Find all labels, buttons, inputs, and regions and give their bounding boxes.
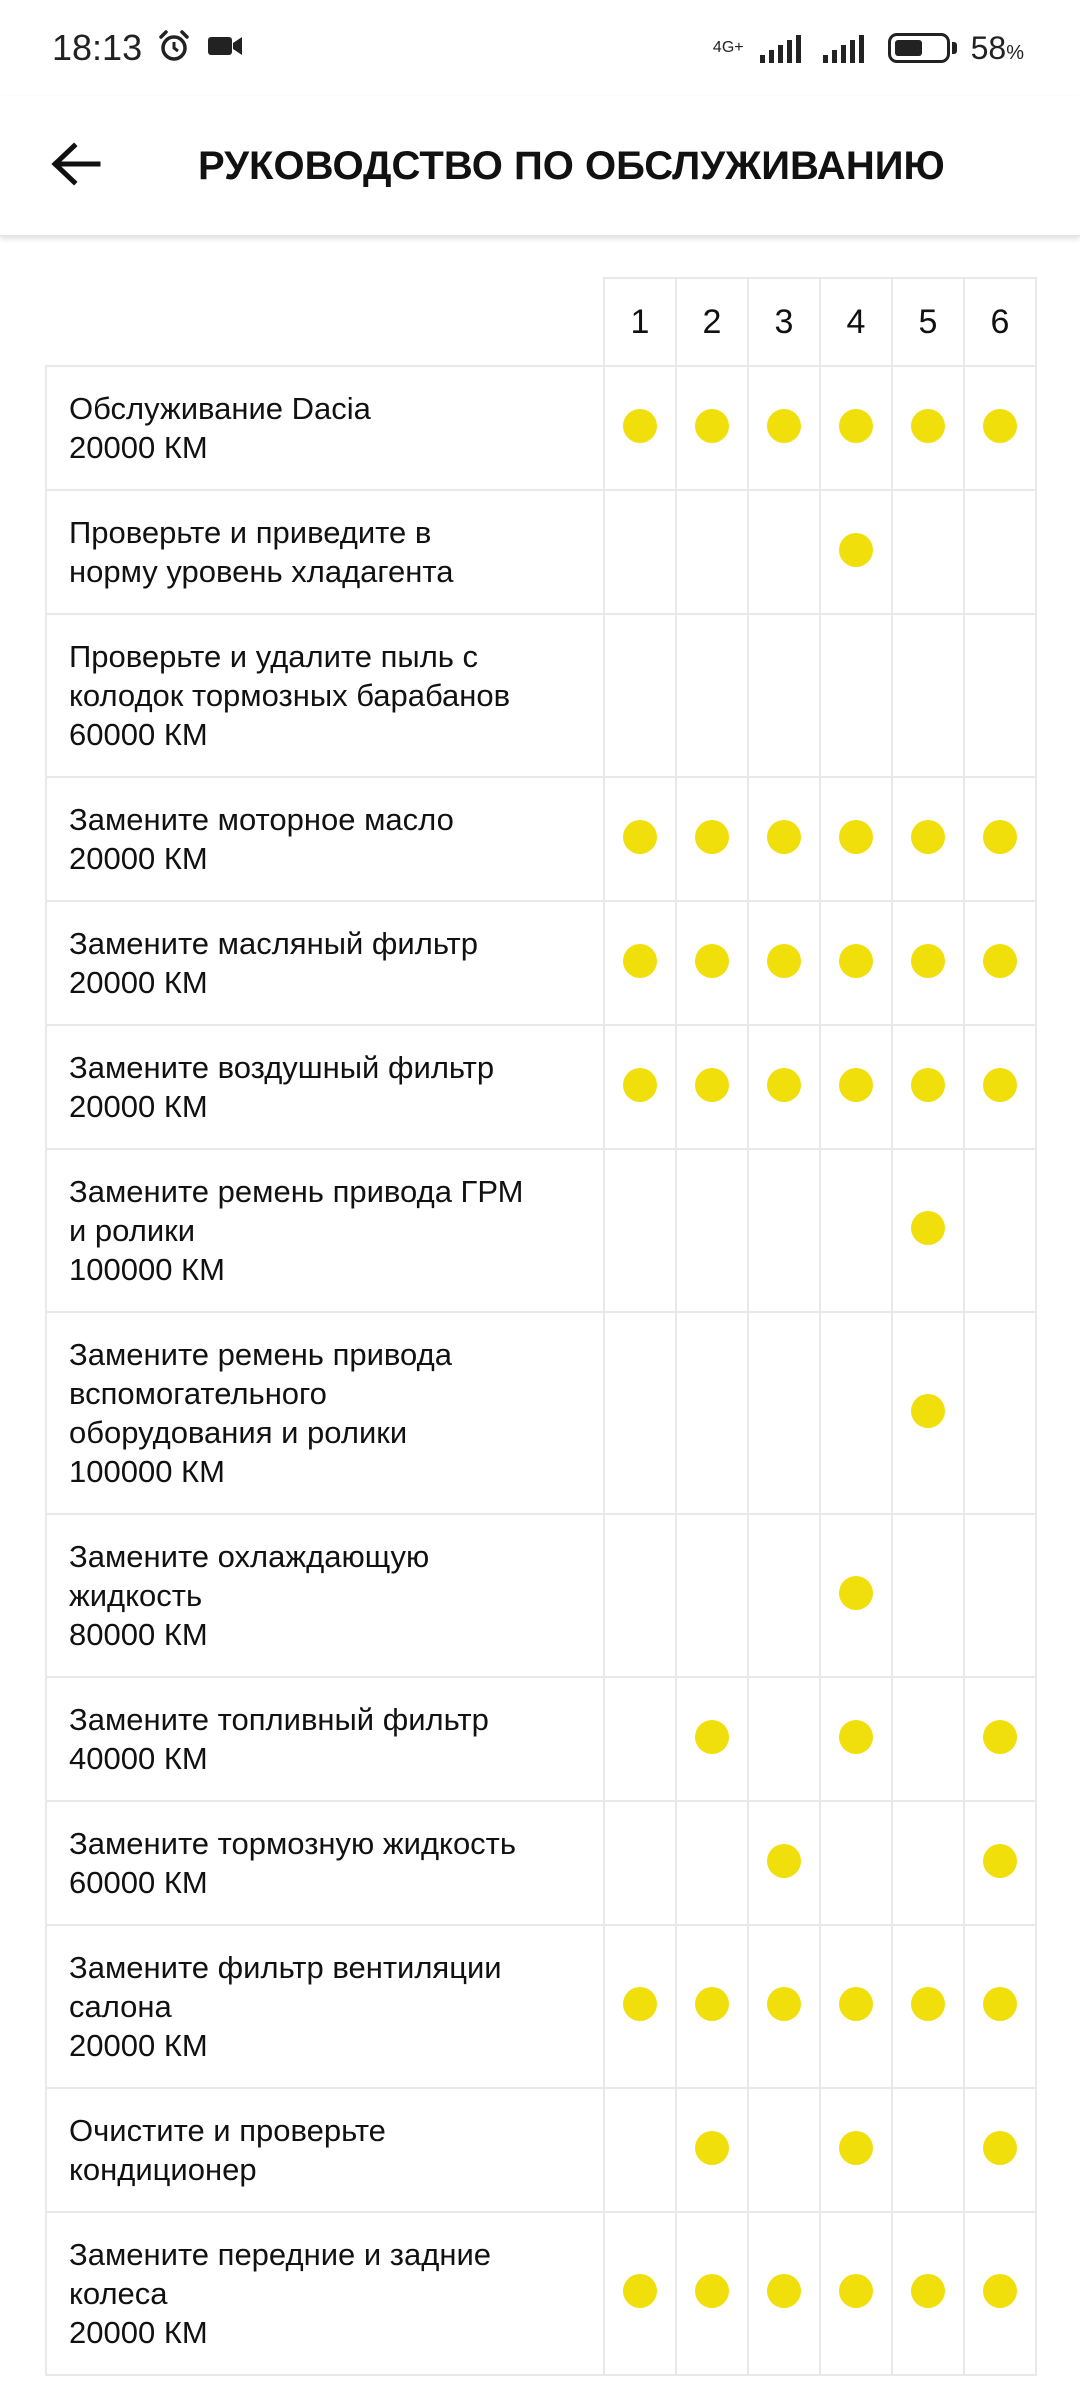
schedule-cell (748, 1801, 820, 1925)
schedule-cell (604, 1677, 676, 1801)
scheduled-dot-icon (695, 1068, 729, 1102)
service-item-line: Проверьте и приведите в (69, 515, 432, 550)
maintenance-table-container (45, 277, 1037, 2376)
scheduled-dot-icon (911, 2274, 945, 2308)
scheduled-dot-icon (911, 1068, 945, 1102)
scheduled-dot-icon (767, 820, 801, 854)
schedule-cell (964, 777, 1036, 901)
scheduled-dot-icon (767, 409, 801, 443)
service-item-line: кондиционер (69, 2152, 257, 2187)
service-item-line: 20000 КМ (69, 841, 208, 876)
scheduled-dot-icon (839, 2274, 873, 2308)
service-item-line: 20000 КМ (69, 965, 208, 1000)
service-item-label (46, 1149, 604, 1312)
schedule-cell (676, 1801, 748, 1925)
schedule-cell (892, 901, 964, 1025)
schedule-cell (820, 490, 892, 614)
battery-percent: 58% (970, 29, 1024, 66)
scheduled-dot-icon (767, 1068, 801, 1102)
signal-icon-sim2 (823, 33, 864, 63)
table-row (46, 490, 1036, 614)
schedule-cell (892, 614, 964, 777)
schedule-cell (748, 1025, 820, 1149)
service-item-line: Обслуживание Dacia (69, 391, 371, 426)
scheduled-dot-icon (839, 1576, 873, 1610)
service-item-line: Замените охлаждающую (69, 1539, 430, 1574)
schedule-cell (604, 1149, 676, 1312)
scheduled-dot-icon (839, 820, 873, 854)
schedule-cell (820, 777, 892, 901)
service-item-line: оборудования и ролики (69, 1415, 408, 1450)
schedule-cell (676, 1149, 748, 1312)
schedule-cell (892, 1925, 964, 2088)
table-row (46, 1312, 1036, 1514)
service-item-line: норму уровень хладагента (69, 554, 454, 589)
schedule-cell (964, 1312, 1036, 1514)
scheduled-dot-icon (983, 2131, 1017, 2165)
table-body (46, 366, 1036, 2375)
service-item-line: 20000 КМ (69, 2315, 208, 2350)
service-item-line: Замените воздушный фильтр (69, 1050, 495, 1085)
service-item-line: колеса (69, 2276, 168, 2311)
alarm-icon (156, 28, 192, 69)
schedule-cell (820, 614, 892, 777)
schedule-cell (820, 2088, 892, 2212)
schedule-cell (676, 2212, 748, 2375)
schedule-cell (820, 1149, 892, 1312)
column-header: 6 (964, 278, 1036, 366)
schedule-cell (604, 490, 676, 614)
scheduled-dot-icon (983, 944, 1017, 978)
scheduled-dot-icon (983, 1720, 1017, 1754)
table-row (46, 1677, 1036, 1801)
schedule-cell (676, 1925, 748, 2088)
scheduled-dot-icon (983, 1987, 1017, 2021)
schedule-cell (676, 901, 748, 1025)
schedule-cell (892, 2088, 964, 2212)
service-item-line: 100000 КМ (69, 1454, 225, 1489)
scheduled-dot-icon (839, 1987, 873, 2021)
scheduled-dot-icon (695, 2131, 729, 2165)
scheduled-dot-icon (983, 820, 1017, 854)
scheduled-dot-icon (839, 409, 873, 443)
service-item-label (46, 2212, 604, 2375)
scheduled-dot-icon (911, 409, 945, 443)
service-item-line: 40000 КМ (69, 1741, 208, 1776)
schedule-cell (676, 1677, 748, 1801)
service-item-label (46, 2088, 604, 2212)
schedule-cell (604, 777, 676, 901)
service-item-line: колодок тормозных барабанов (69, 678, 511, 713)
service-item-line: Очистите и проверьте (69, 2113, 386, 2148)
service-item-line: 60000 КМ (69, 1865, 208, 1900)
scheduled-dot-icon (839, 1068, 873, 1102)
scheduled-dot-icon (623, 2274, 657, 2308)
service-item-label (46, 614, 604, 777)
service-item-line: вспомогательного (69, 1376, 327, 1411)
schedule-cell (964, 614, 1036, 777)
schedule-cell (964, 901, 1036, 1025)
service-item-label (46, 1312, 604, 1514)
schedule-cell (604, 1514, 676, 1677)
schedule-cell (892, 366, 964, 490)
column-header: 2 (676, 278, 748, 366)
scheduled-dot-icon (911, 944, 945, 978)
scheduled-dot-icon (767, 2274, 801, 2308)
schedule-cell (604, 901, 676, 1025)
scheduled-dot-icon (623, 1068, 657, 1102)
schedule-cell (748, 1149, 820, 1312)
video-camera-icon (206, 32, 244, 65)
schedule-cell (604, 2088, 676, 2212)
table-row (46, 777, 1036, 901)
scheduled-dot-icon (983, 1844, 1017, 1878)
arrow-left-icon (50, 142, 102, 186)
schedule-cell (820, 1025, 892, 1149)
scheduled-dot-icon (839, 2131, 873, 2165)
scheduled-dot-icon (839, 1720, 873, 1754)
schedule-cell (604, 1925, 676, 2088)
schedule-cell (820, 2212, 892, 2375)
service-item-line: салона (69, 1989, 172, 2024)
column-header: 4 (820, 278, 892, 366)
table-row (46, 614, 1036, 777)
app-header (0, 96, 1080, 236)
scheduled-dot-icon (767, 1987, 801, 2021)
service-item-line: 100000 КМ (69, 1252, 225, 1287)
schedule-cell (748, 2212, 820, 2375)
service-item-line: Замените ремень привода ГРМ (69, 1174, 524, 1209)
service-item-line: Замените топливный фильтр (69, 1702, 489, 1737)
schedule-cell (676, 1514, 748, 1677)
schedule-cell (748, 2088, 820, 2212)
scheduled-dot-icon (911, 1987, 945, 2021)
table-row (46, 366, 1036, 490)
schedule-cell (964, 2212, 1036, 2375)
service-item-line: 80000 КМ (69, 1617, 208, 1652)
schedule-cell (820, 1514, 892, 1677)
scheduled-dot-icon (623, 1987, 657, 2021)
schedule-cell (748, 614, 820, 777)
service-item-line: Замените тормозную жидкость (69, 1826, 517, 1861)
schedule-cell (820, 1312, 892, 1514)
schedule-cell (604, 1801, 676, 1925)
table-row (46, 2088, 1036, 2212)
service-item-label (46, 1925, 604, 2088)
schedule-cell (892, 777, 964, 901)
scheduled-dot-icon (695, 2274, 729, 2308)
schedule-cell (676, 2088, 748, 2212)
schedule-cell (748, 1514, 820, 1677)
scheduled-dot-icon (623, 820, 657, 854)
service-item-label (46, 366, 604, 490)
service-item-label (46, 901, 604, 1025)
schedule-cell (604, 1312, 676, 1514)
service-item-line: 60000 КМ (69, 717, 208, 752)
service-item-label (46, 1025, 604, 1149)
schedule-cell (748, 1677, 820, 1801)
table-row (46, 1514, 1036, 1677)
signal-icon (760, 33, 801, 63)
schedule-cell (604, 1025, 676, 1149)
schedule-cell (892, 1514, 964, 1677)
scheduled-dot-icon (695, 944, 729, 978)
scheduled-dot-icon (983, 2274, 1017, 2308)
schedule-cell (820, 901, 892, 1025)
schedule-cell (892, 1149, 964, 1312)
scheduled-dot-icon (767, 944, 801, 978)
status-right (713, 30, 1024, 67)
schedule-cell (892, 1801, 964, 1925)
schedule-cell (748, 777, 820, 901)
service-item-label (46, 490, 604, 614)
schedule-cell (964, 490, 1036, 614)
table-row (46, 1925, 1036, 2088)
service-item-label (46, 777, 604, 901)
schedule-cell (964, 366, 1036, 490)
schedule-cell (604, 614, 676, 777)
schedule-cell (820, 1677, 892, 1801)
schedule-cell (676, 366, 748, 490)
schedule-cell (964, 1514, 1036, 1677)
service-item-line: и ролики (69, 1213, 196, 1248)
schedule-cell (604, 366, 676, 490)
scheduled-dot-icon (839, 533, 873, 567)
status-bar (0, 0, 1080, 96)
schedule-cell (748, 1312, 820, 1514)
schedule-cell (964, 1801, 1036, 1925)
schedule-cell (964, 1149, 1036, 1312)
scheduled-dot-icon (695, 1987, 729, 2021)
table-row (46, 2212, 1036, 2375)
service-item-line: Проверьте и удалите пыль с (69, 639, 479, 674)
scheduled-dot-icon (983, 1068, 1017, 1102)
schedule-cell (676, 490, 748, 614)
page-title: РУКОВОДСТВО ПО ОБСЛУЖИВАНИЮ (198, 143, 945, 188)
maintenance-table (45, 277, 1037, 2376)
network-type: 4G+ (712, 39, 744, 56)
schedule-cell (676, 777, 748, 901)
service-item-line: Замените фильтр вентиляции (69, 1950, 502, 1985)
table-row (46, 1149, 1036, 1312)
battery-icon (888, 33, 957, 63)
schedule-cell (748, 901, 820, 1025)
schedule-cell (676, 614, 748, 777)
service-item-line: 20000 КМ (69, 430, 208, 465)
service-item-label (46, 1677, 604, 1801)
schedule-cell (892, 1677, 964, 1801)
schedule-cell (748, 1925, 820, 2088)
schedule-cell (820, 1925, 892, 2088)
status-left (52, 27, 244, 69)
scheduled-dot-icon (623, 409, 657, 443)
scheduled-dot-icon (911, 1211, 945, 1245)
scheduled-dot-icon (695, 409, 729, 443)
column-header: 3 (748, 278, 820, 366)
table-row (46, 1025, 1036, 1149)
schedule-cell (676, 1312, 748, 1514)
scheduled-dot-icon (911, 820, 945, 854)
table-header-blank (46, 278, 604, 366)
column-header: 5 (892, 278, 964, 366)
service-item-line: Замените ремень привода (69, 1337, 452, 1372)
service-item-label (46, 1801, 604, 1925)
schedule-cell (820, 1801, 892, 1925)
schedule-cell (964, 1925, 1036, 2088)
schedule-cell (964, 2088, 1036, 2212)
scheduled-dot-icon (839, 944, 873, 978)
back-button[interactable] (44, 132, 108, 196)
schedule-cell (820, 366, 892, 490)
schedule-cell (892, 2212, 964, 2375)
schedule-cell (748, 366, 820, 490)
schedule-cell (892, 1025, 964, 1149)
schedule-cell (892, 1312, 964, 1514)
scheduled-dot-icon (623, 944, 657, 978)
service-item-line: Замените моторное масло (69, 802, 454, 837)
column-header: 1 (604, 278, 676, 366)
schedule-cell (892, 490, 964, 614)
schedule-cell (604, 2212, 676, 2375)
table-row (46, 1801, 1036, 1925)
schedule-cell (676, 1025, 748, 1149)
table-row (46, 901, 1036, 1025)
schedule-cell (964, 1025, 1036, 1149)
scheduled-dot-icon (767, 1844, 801, 1878)
service-item-line: 20000 КМ (69, 1089, 208, 1124)
service-item-line: Замените передние и задние (69, 2237, 492, 2272)
scheduled-dot-icon (911, 1394, 945, 1428)
scheduled-dot-icon (695, 1720, 729, 1754)
status-time: 18:13 (52, 27, 143, 68)
scheduled-dot-icon (695, 820, 729, 854)
service-item-line: Замените масляный фильтр (69, 926, 478, 961)
service-item-line: 20000 КМ (69, 2028, 208, 2063)
service-item-line: жидкость (69, 1578, 203, 1613)
schedule-cell (748, 490, 820, 614)
scheduled-dot-icon (983, 409, 1017, 443)
service-item-label (46, 1514, 604, 1677)
schedule-cell (964, 1677, 1036, 1801)
table-header-row (46, 278, 1036, 366)
